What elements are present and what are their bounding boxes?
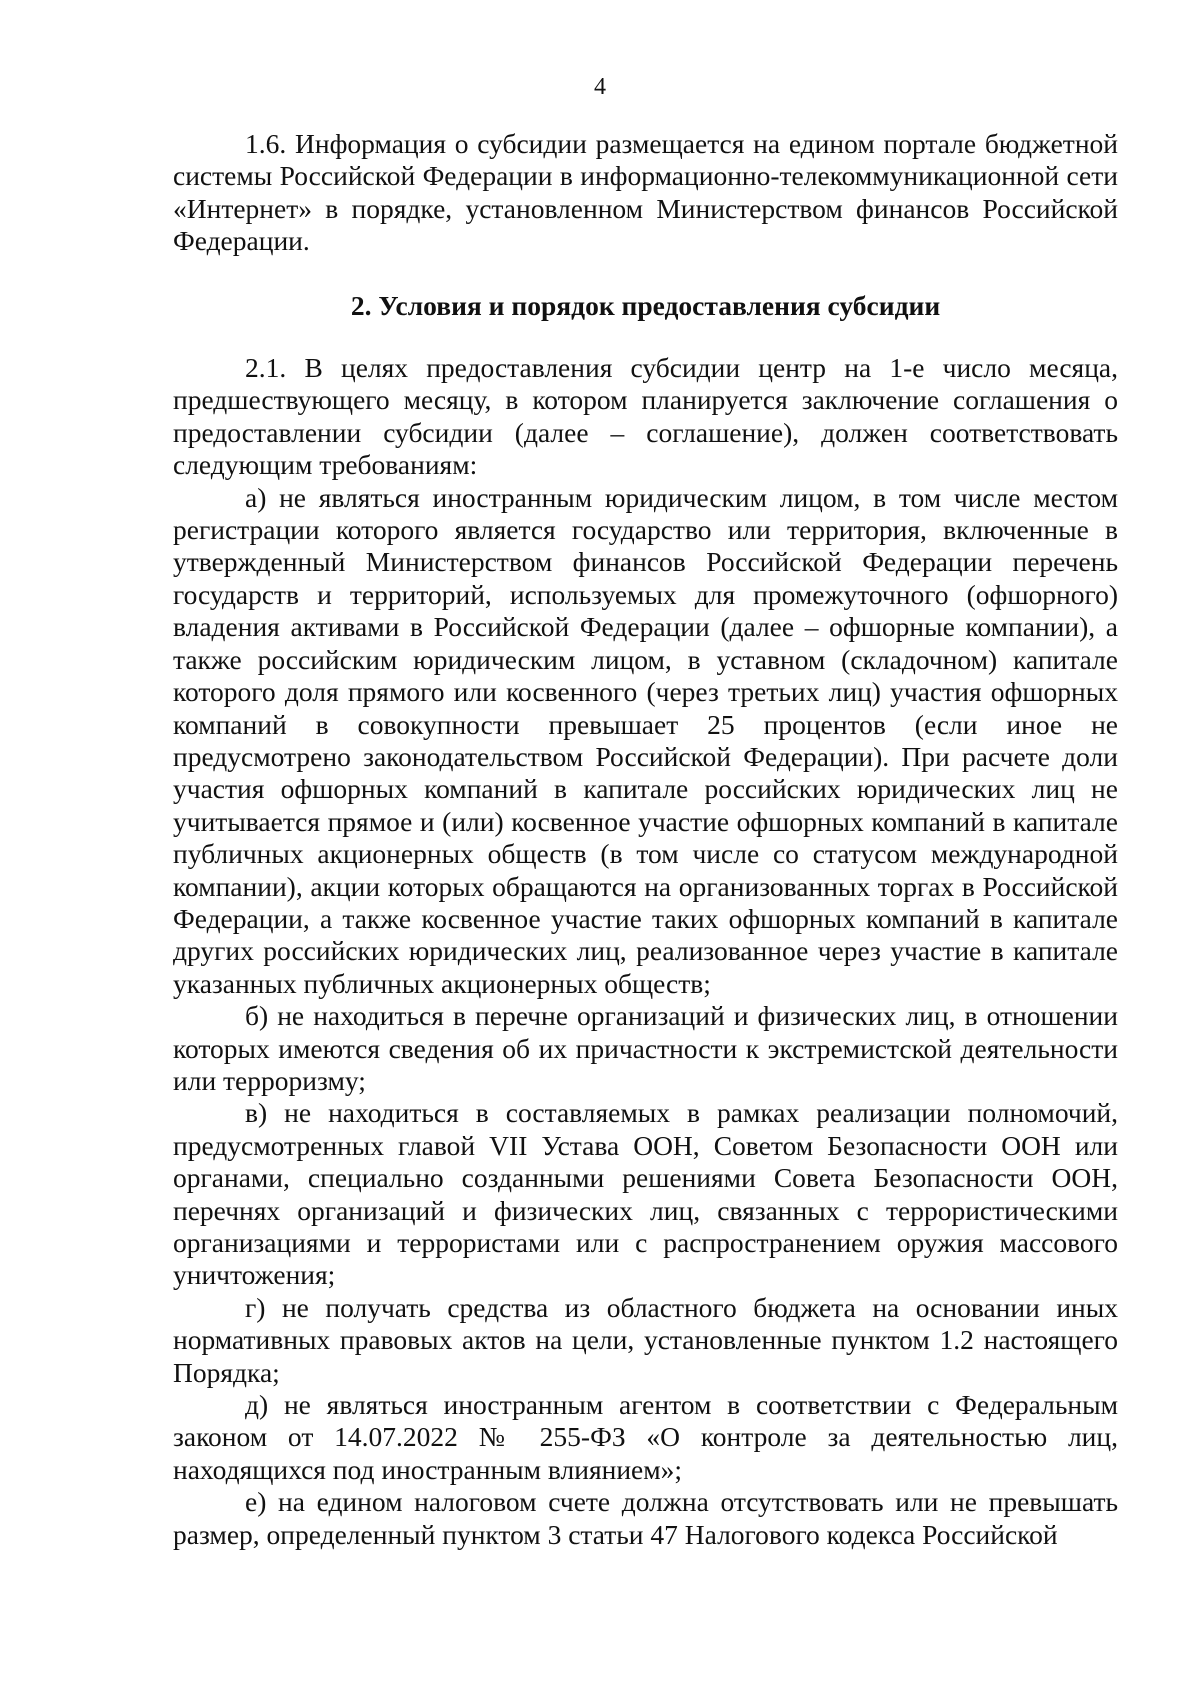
paragraph-2-1: 2.1. В целях предоставления субсидии центр на 1-е число месяца, предшествующего месяцу, в котором планируется заключение соглашения о предоставлении субсидии (далее – соглашение), должен соответствовать следующим требованиям: xyxy=(173,352,1118,481)
list-item-e: е) на едином налоговом счете должна отсутствовать или не превышать размер, определенный пунктом 3 статьи 47 Налогового кодекса Российской xyxy=(173,1486,1118,1550)
document-body xyxy=(173,128,1118,1551)
page-number: 4 xyxy=(594,74,606,100)
list-item-a: а) не являться иностранным юридическим лицом, в том числе местом регистрации которого является государство или территория, включенные в утвержденный Министерством финансов Российской Федерации перечень государств и территорий, используемых для промежуточного (офшорного) владения активами в Российской Федерации (далее – офшорные компании), а также российским юридическим лицом, в уставном (складочном) капитале которого доля прямого или косвенного (через третьих лиц) участия офшорных компаний в совокупности превышает 25 процентов (если иное не предусмотрено законодательством Российской Федерации). При расчете доли участия офшорных компаний в капитале российских юридических лиц не учитывается прямое и (или) косвенное участие офшорных компаний в капитале публичных акционерных обществ (в том числе со статусом международной компании), акции которых обращаются на организованных торгах в Российской Федерации, а также косвенное участие таких офшорных компаний в капитале других российских юридических лиц, реализованное через участие в капитале указанных публичных акционерных обществ; xyxy=(173,481,1118,999)
paragraph-1-6: 1.6. Информация о субсидии размещается на едином портале бюджетной системы Российской Федерации в информационно-телекоммуникационной сети «Интернет» в порядке, установленном Министерством финансов Российской Федерации. xyxy=(173,128,1118,257)
list-item-v: в) не находиться в составляемых в рамках реализации полномочий, предусмотренных главой VII Устава ООН, Советом Безопасности ООН или органами, специально созданными решениями Совета Безопасности ООН, перечнях организаций и физических лиц, связанных с террористическими организациями и террористами или с распространением оружия массового уничтожения; xyxy=(173,1097,1118,1291)
list-item-d: д) не являться иностранным агентом в соответствии с Федеральным законом от 14.07.2022 № 255-ФЗ «О контроле за деятельностью лиц, находящихся под иностранным влиянием»; xyxy=(173,1389,1118,1485)
list-item-g: г) не получать средства из областного бюджета на основании иных нормативных правовых актов на цели, установленные пунктом 1.2 настоящего Порядка; xyxy=(173,1291,1118,1388)
section-heading: 2. Условия и порядок предоставления субсидии xyxy=(350,289,941,321)
list-item-b: б) не находиться в перечне организаций и физических лиц, в отношении которых имеются сведения об их причастности к экстремистской деятельности или терроризму; xyxy=(173,1000,1118,1096)
